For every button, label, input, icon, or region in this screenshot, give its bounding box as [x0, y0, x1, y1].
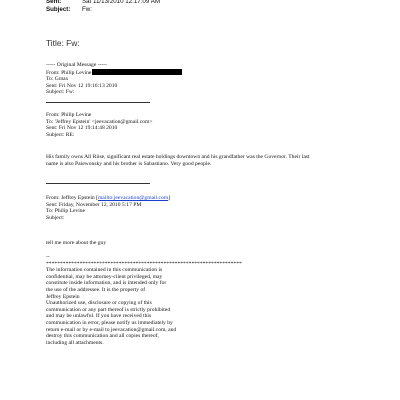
subject-header: [46, 7, 92, 14]
original-sent: Sent: Fri Nov 12 19:16:13 2010: [46, 82, 118, 89]
original-subject: Subject: Fw:: [46, 89, 75, 96]
disclaimer-dashes: --: [46, 254, 50, 260]
disclaimer-stars: **********************************************************************: [46, 260, 242, 267]
disclaimer-line: The information contained in this communication is: [46, 267, 163, 274]
disclaimer-line: return e-mail or by e-mail to jeevacation@gmail.com, and: [46, 326, 177, 333]
third-from-suffix: ]: [168, 195, 171, 201]
subject-value: Fw:: [82, 6, 92, 13]
original-message-block: [46, 62, 366, 96]
second-sent: Sent: Fri Nov 12 19:14:48 2010: [46, 125, 118, 132]
third-body: tell me more about the guy: [46, 240, 107, 246]
disclaimer-line: including all attachments.: [46, 339, 104, 346]
subject-label: Subject:: [46, 6, 71, 13]
third-to: To: Philip Levine: [46, 208, 86, 215]
disclaimer-line: destroy this communication and all copies thereof,: [46, 333, 159, 340]
mailto-link[interactable]: mailto:jeevacation@gmail.com: [97, 195, 169, 201]
third-subject: Subject:: [46, 214, 65, 221]
second-body-line-1: His family owns All Riise, significant real estate holdings downtown and his grandfather was the Governor. Their last: [46, 154, 310, 160]
second-to: To: 'Jeffrey Epstein' <jeevacation@gmail.com>: [46, 118, 153, 125]
redaction-box: [92, 69, 182, 75]
disclaimer-line: constitute inside information, and is intended only for: [46, 280, 167, 287]
third-message-body: [46, 240, 366, 247]
disclaimer-line: and may be unlawful. If you have received this: [46, 313, 152, 320]
third-from-line: [46, 195, 366, 202]
sent-label: Sent:: [46, 0, 62, 5]
page-title: Title: Fw:: [46, 38, 80, 48]
disclaimer-line: communication or any part thereof is strictly prohibited: [46, 306, 171, 313]
sent-value: Sat 11/13/2010 12:17:09 AM: [82, 0, 160, 5]
third-sent: Sent: Friday, November 12, 2010 5:17 PM: [46, 201, 142, 208]
sent-header: [46, 0, 160, 6]
divider-line: [46, 102, 150, 103]
disclaimer-block: [46, 254, 366, 346]
disclaimer-line: Unauthorized use, disclosure or copying of this: [46, 300, 152, 307]
second-message-block: [46, 112, 366, 138]
divider-line: [46, 183, 150, 184]
original-message-separator: ----- Original Message -----: [46, 62, 108, 68]
third-message-block: [46, 195, 366, 221]
original-from-line: [46, 69, 366, 77]
original-from: From: Philip Levine: [46, 69, 92, 76]
second-body-line-2: name is also Paiewonsky and his brother is Sabastiano. Very good people.: [46, 160, 212, 167]
third-from-prefix: From: Jeffrey Epstein [: [46, 195, 98, 201]
disclaimer-line: the use of the addressee. It is the property of: [46, 286, 146, 293]
second-subject: Subject: RE:: [46, 131, 75, 138]
disclaimer-line: Jeffrey Epstein: [46, 293, 80, 300]
second-from: From: Philip Levine: [46, 112, 92, 118]
original-to: To: Gmax: [46, 76, 69, 83]
disclaimer-line: communication in error, please notify us immediately by: [46, 319, 173, 326]
disclaimer-line: confidential, may be attorney-client privileged, may: [46, 273, 163, 280]
second-message-body: [46, 154, 366, 167]
